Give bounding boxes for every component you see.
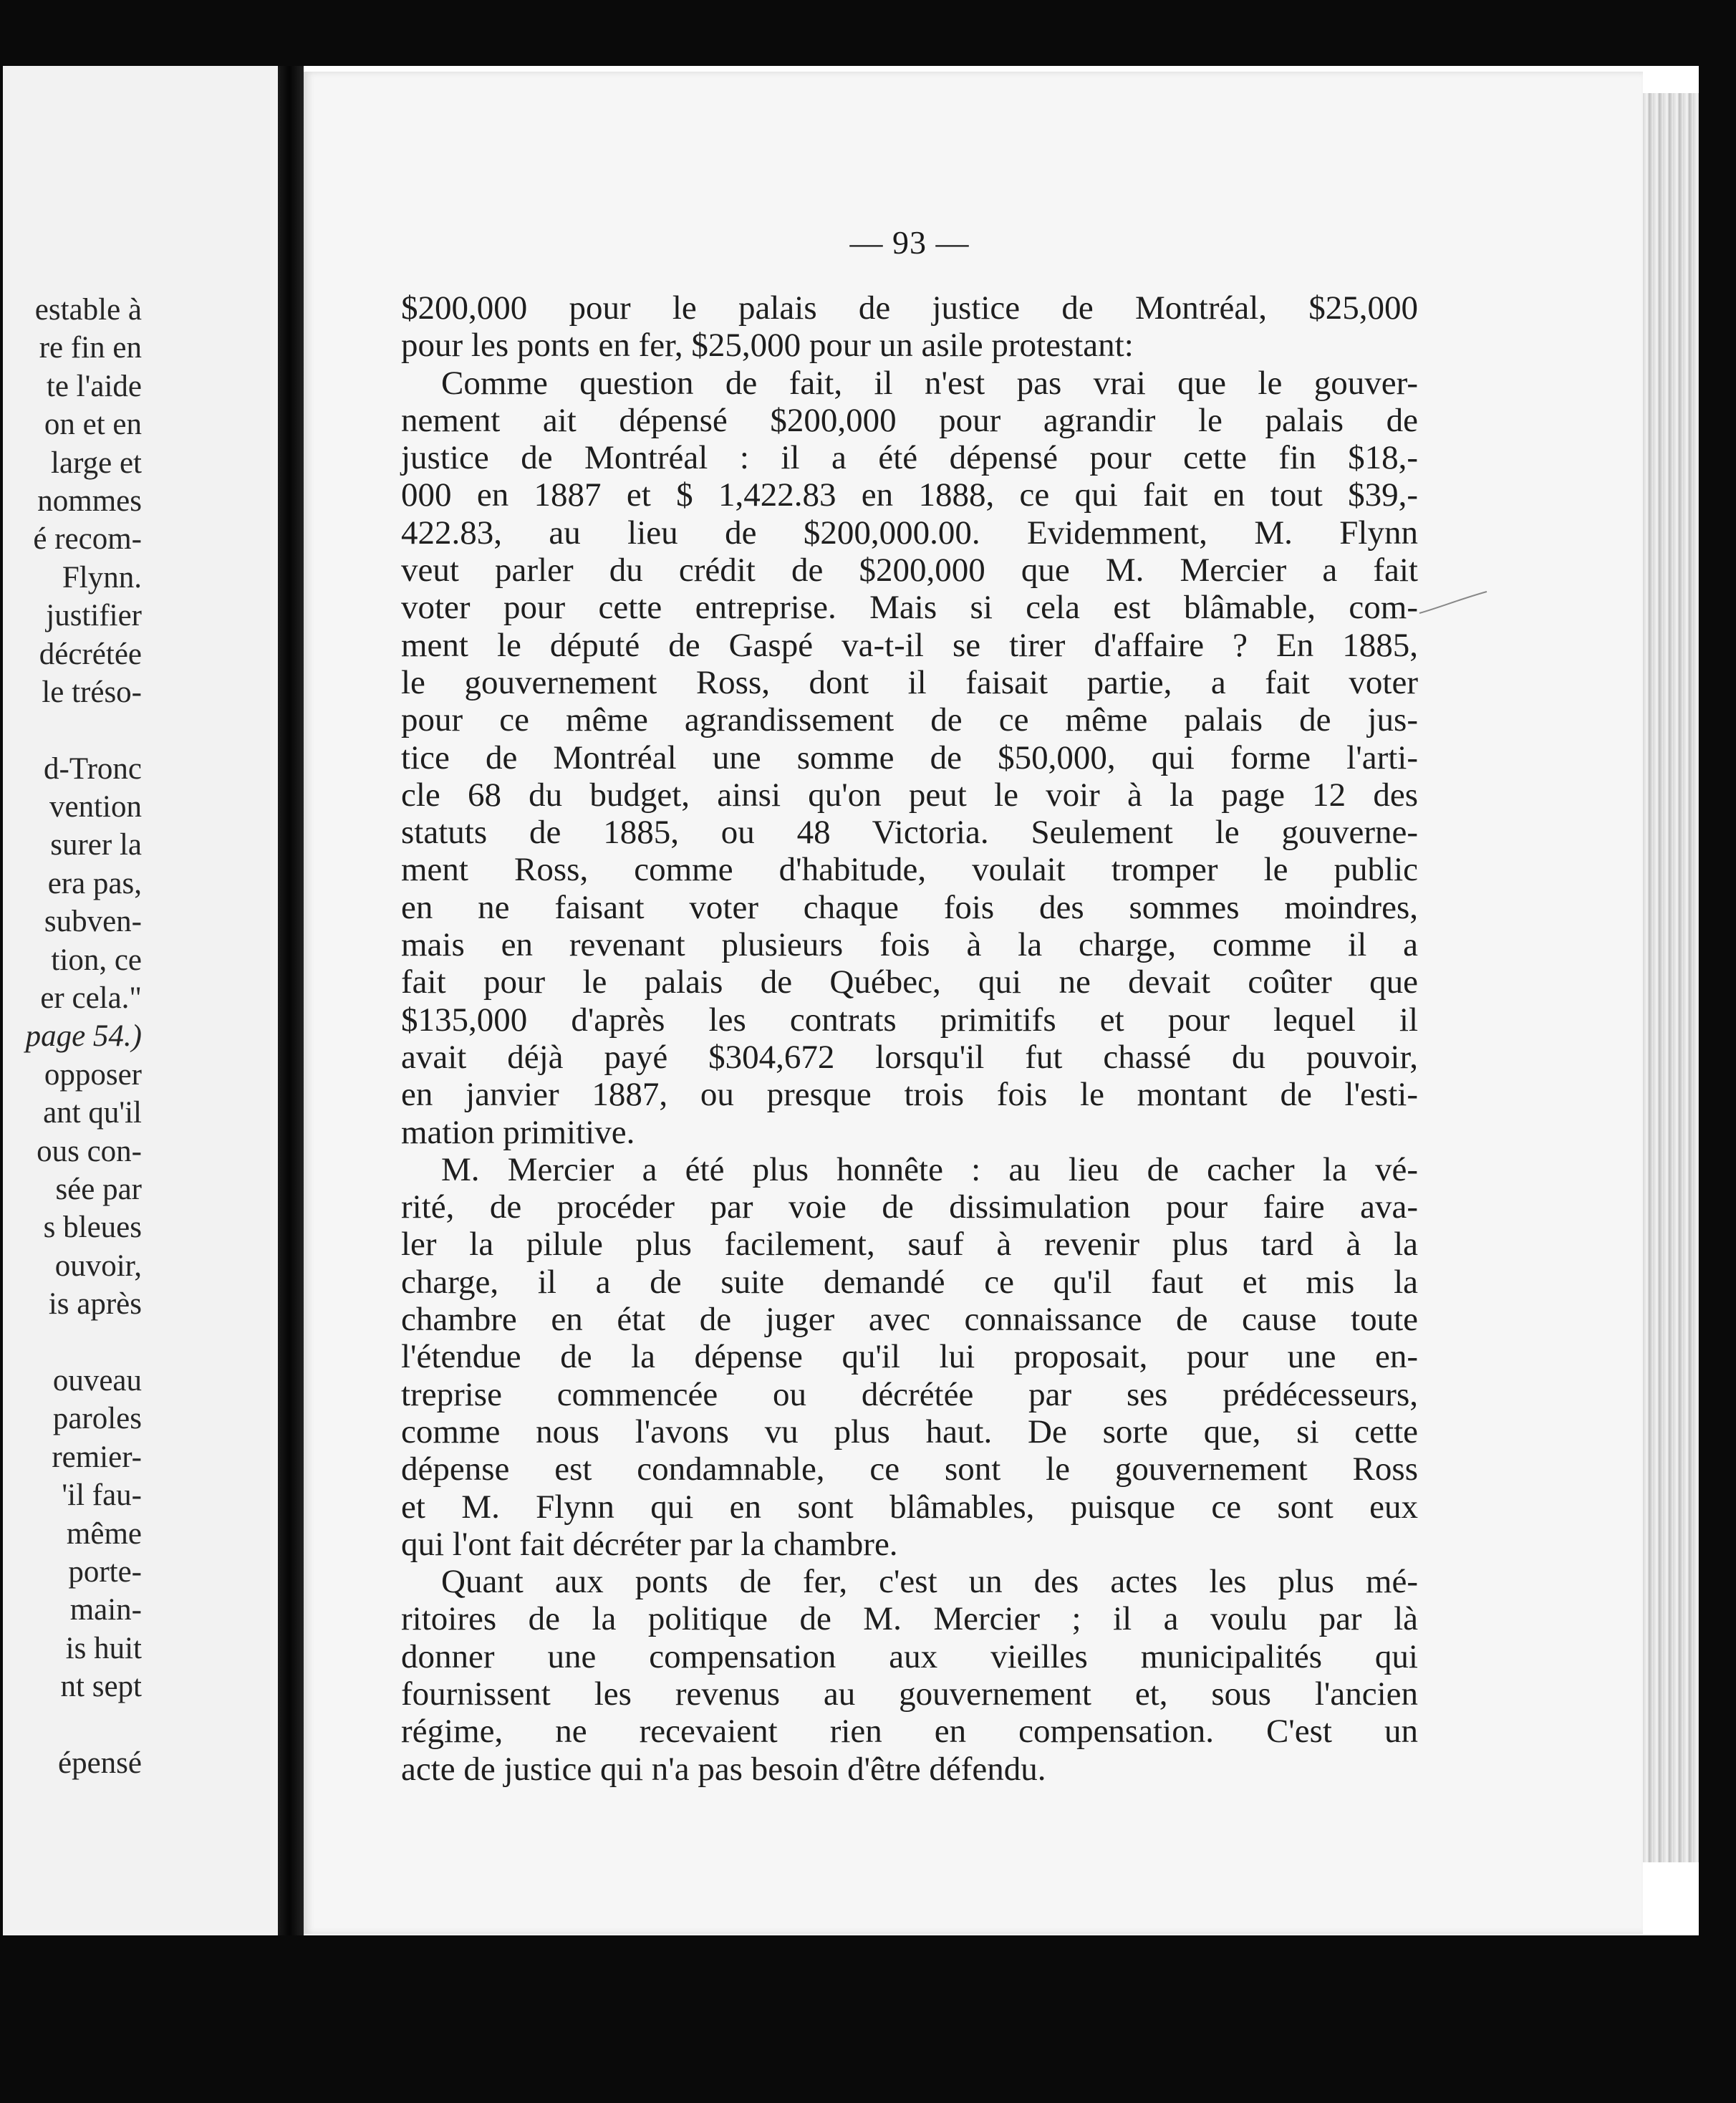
left-line: remier- — [52, 1440, 142, 1474]
text-line: comme nous l'avons vu plus haut. De sorte que, si cette — [401, 1413, 1418, 1450]
left-line: opposer — [44, 1057, 142, 1092]
left-line: large et — [51, 446, 142, 480]
text-line: pour les ponts en fer, $25,000 pour un asile protestant: — [401, 327, 1134, 365]
left-line: épensé — [58, 1746, 142, 1780]
text-line: donner une compensation aux vieilles municipalités qui — [401, 1637, 1418, 1675]
left-line: porte- — [68, 1554, 142, 1589]
left-line — [26, 1324, 142, 1362]
text-line: justice de Montréal : il a été dépensé pour cette fin $18,- — [401, 439, 1418, 477]
text-line: charge, il a de suite demandé ce qu'il faut et mis la — [401, 1263, 1418, 1301]
text-line: pour ce même agrandissement de ce même palais de jus- — [401, 701, 1418, 739]
text-line: M. Mercier a été plus honnête : au lieu de cacher la vé- — [441, 1150, 1418, 1188]
text-line: tice de Montréal une somme de $50,000, qui forme l'arti- — [401, 738, 1418, 776]
margin-pencil-mark — [1418, 587, 1490, 616]
left-line — [26, 1705, 142, 1743]
left-line: justifier — [46, 599, 142, 633]
left-facing-page — [3, 66, 278, 1935]
text-line: en janvier 1887, ou presque trois fois le montant de l'esti- — [401, 1076, 1418, 1114]
left-line: main- — [69, 1593, 142, 1627]
text-line: fait pour le palais de Québec, qui ne devait coûter que — [401, 963, 1418, 1001]
left-page-text — [26, 291, 142, 1782]
left-line: tion, ce — [51, 943, 142, 977]
text-line: le gouvernement Ross, dont il faisait partie, a fait voter — [401, 663, 1418, 701]
text-line: l'étendue de la dépense qu'il lui proposait, pour une en- — [401, 1338, 1418, 1376]
left-line: é recom- — [33, 522, 142, 557]
left-line: vention — [49, 790, 142, 824]
page-body-text — [401, 289, 1418, 1788]
left-line: décrétée — [39, 637, 142, 671]
text-line: qui l'ont fait décréter par la chambre. — [401, 1525, 898, 1563]
left-line: le tréso- — [42, 675, 142, 709]
left-line — [26, 711, 142, 749]
text-line: régime, ne recevaient rien en compensation. C'est un — [401, 1713, 1418, 1751]
scanner-border-top — [0, 0, 1736, 66]
text-line: 000 en 1887 et $ 1,422.83 en 1888, ce qui fait en tout $39,- — [401, 476, 1418, 514]
left-line: is après — [48, 1287, 142, 1322]
text-line: mation primitive. — [401, 1113, 635, 1151]
page-number: — 93 — — [849, 224, 970, 261]
text-line: veut parler du crédit de $200,000 que M. Mercier a fait — [401, 552, 1418, 589]
text-line: fournissent les revenus au gouvernement et, sous l'ancien — [401, 1675, 1418, 1713]
left-line: paroles — [52, 1402, 142, 1436]
text-line: statuts de 1885, ou 48 Victoria. Seulement le gouverne- — [401, 814, 1418, 852]
text-line: Comme question de fait, il n'est pas vrai que le gouver- — [441, 364, 1418, 402]
text-line: avait déjà payé $304,672 lorsqu'il fut chassé du pouvoir, — [401, 1038, 1418, 1076]
text-line: chambre en état de juger avec connaissance de cause toute — [401, 1301, 1418, 1339]
left-line: surer la — [50, 828, 142, 862]
left-line: er cela." — [40, 981, 142, 1016]
scanner-border-right — [1699, 0, 1736, 2103]
text-line: nement ait dépensé $200,000 pour agrandir le palais de — [401, 401, 1418, 439]
left-line: même — [66, 1516, 142, 1551]
text-line: $200,000 pour le palais de justice de Montréal, $25,000 — [401, 289, 1418, 327]
left-line: s bleues — [43, 1211, 142, 1245]
text-line: cle 68 du budget, ainsi qu'on peut le voir à la page 12 des — [401, 776, 1418, 814]
text-line: rité, de procéder par voie de dissimulation pour faire ava- — [401, 1188, 1418, 1226]
left-line: Flynn. — [62, 560, 142, 595]
left-line: nommes — [37, 483, 142, 518]
left-line: te l'aide — [46, 369, 142, 403]
left-line: estable à — [34, 293, 142, 327]
left-line: on et en — [44, 408, 142, 442]
text-line: ment le député de Gaspé va-t-il se tirer d'affaire ? En 1885, — [401, 626, 1418, 664]
left-line: sée par — [55, 1172, 142, 1206]
text-line: voter pour cette entreprise. Mais si cela est blâmable, com- — [401, 589, 1418, 627]
text-line: ritoires de la politique de M. Mercier ; il a voulu par là — [401, 1600, 1418, 1638]
left-line: re fin en — [39, 331, 142, 365]
text-line: acte de justice qui n'a pas besoin d'être défendu. — [401, 1750, 1046, 1788]
left-line: era pas, — [47, 866, 142, 900]
text-line: treprise commencée ou décrétée par ses prédécesseurs, — [401, 1375, 1418, 1413]
text-line: 422.83, au lieu de $200,000.00. Evidemment, M. Flynn — [401, 514, 1418, 552]
left-line: nt sept — [60, 1670, 142, 1704]
text-line: et M. Flynn qui en sont blâmables, puisque ce sont eux — [401, 1488, 1418, 1526]
left-line: is huit — [65, 1631, 142, 1665]
left-line: d-Tronc — [44, 751, 142, 786]
text-line: mais en revenant plusieurs fois à la charge, comme il a — [401, 926, 1418, 964]
left-line: ant qu'il — [43, 1096, 142, 1130]
scanner-border-bottom — [0, 1935, 1736, 2103]
left-line: ous con- — [37, 1134, 142, 1168]
left-line: 'il fau- — [62, 1478, 142, 1513]
left-line: subven- — [44, 905, 142, 939]
text-line: en ne faisant voter chaque fois des sommes moindres, — [401, 888, 1418, 926]
text-line: Quant aux ponts de fer, c'est un des actes les plus mé- — [441, 1563, 1418, 1601]
left-line: ouveau — [52, 1363, 142, 1397]
book-binding-gutter — [278, 66, 304, 1935]
left-line: page 54.) — [25, 1019, 142, 1054]
text-line: ler la pilule plus facilement, sauf à revenir plus tard à la — [401, 1226, 1418, 1264]
stacked-page-edges — [1643, 93, 1699, 1862]
text-line: dépense est condamnable, ce sont le gouvernement Ross — [401, 1450, 1418, 1488]
text-line: $135,000 d'après les contrats primitifs et pour lequel il — [401, 1001, 1418, 1039]
text-line: ment Ross, comme d'habitude, voulait tromper le public — [401, 851, 1418, 889]
left-line: ouvoir, — [54, 1248, 142, 1283]
